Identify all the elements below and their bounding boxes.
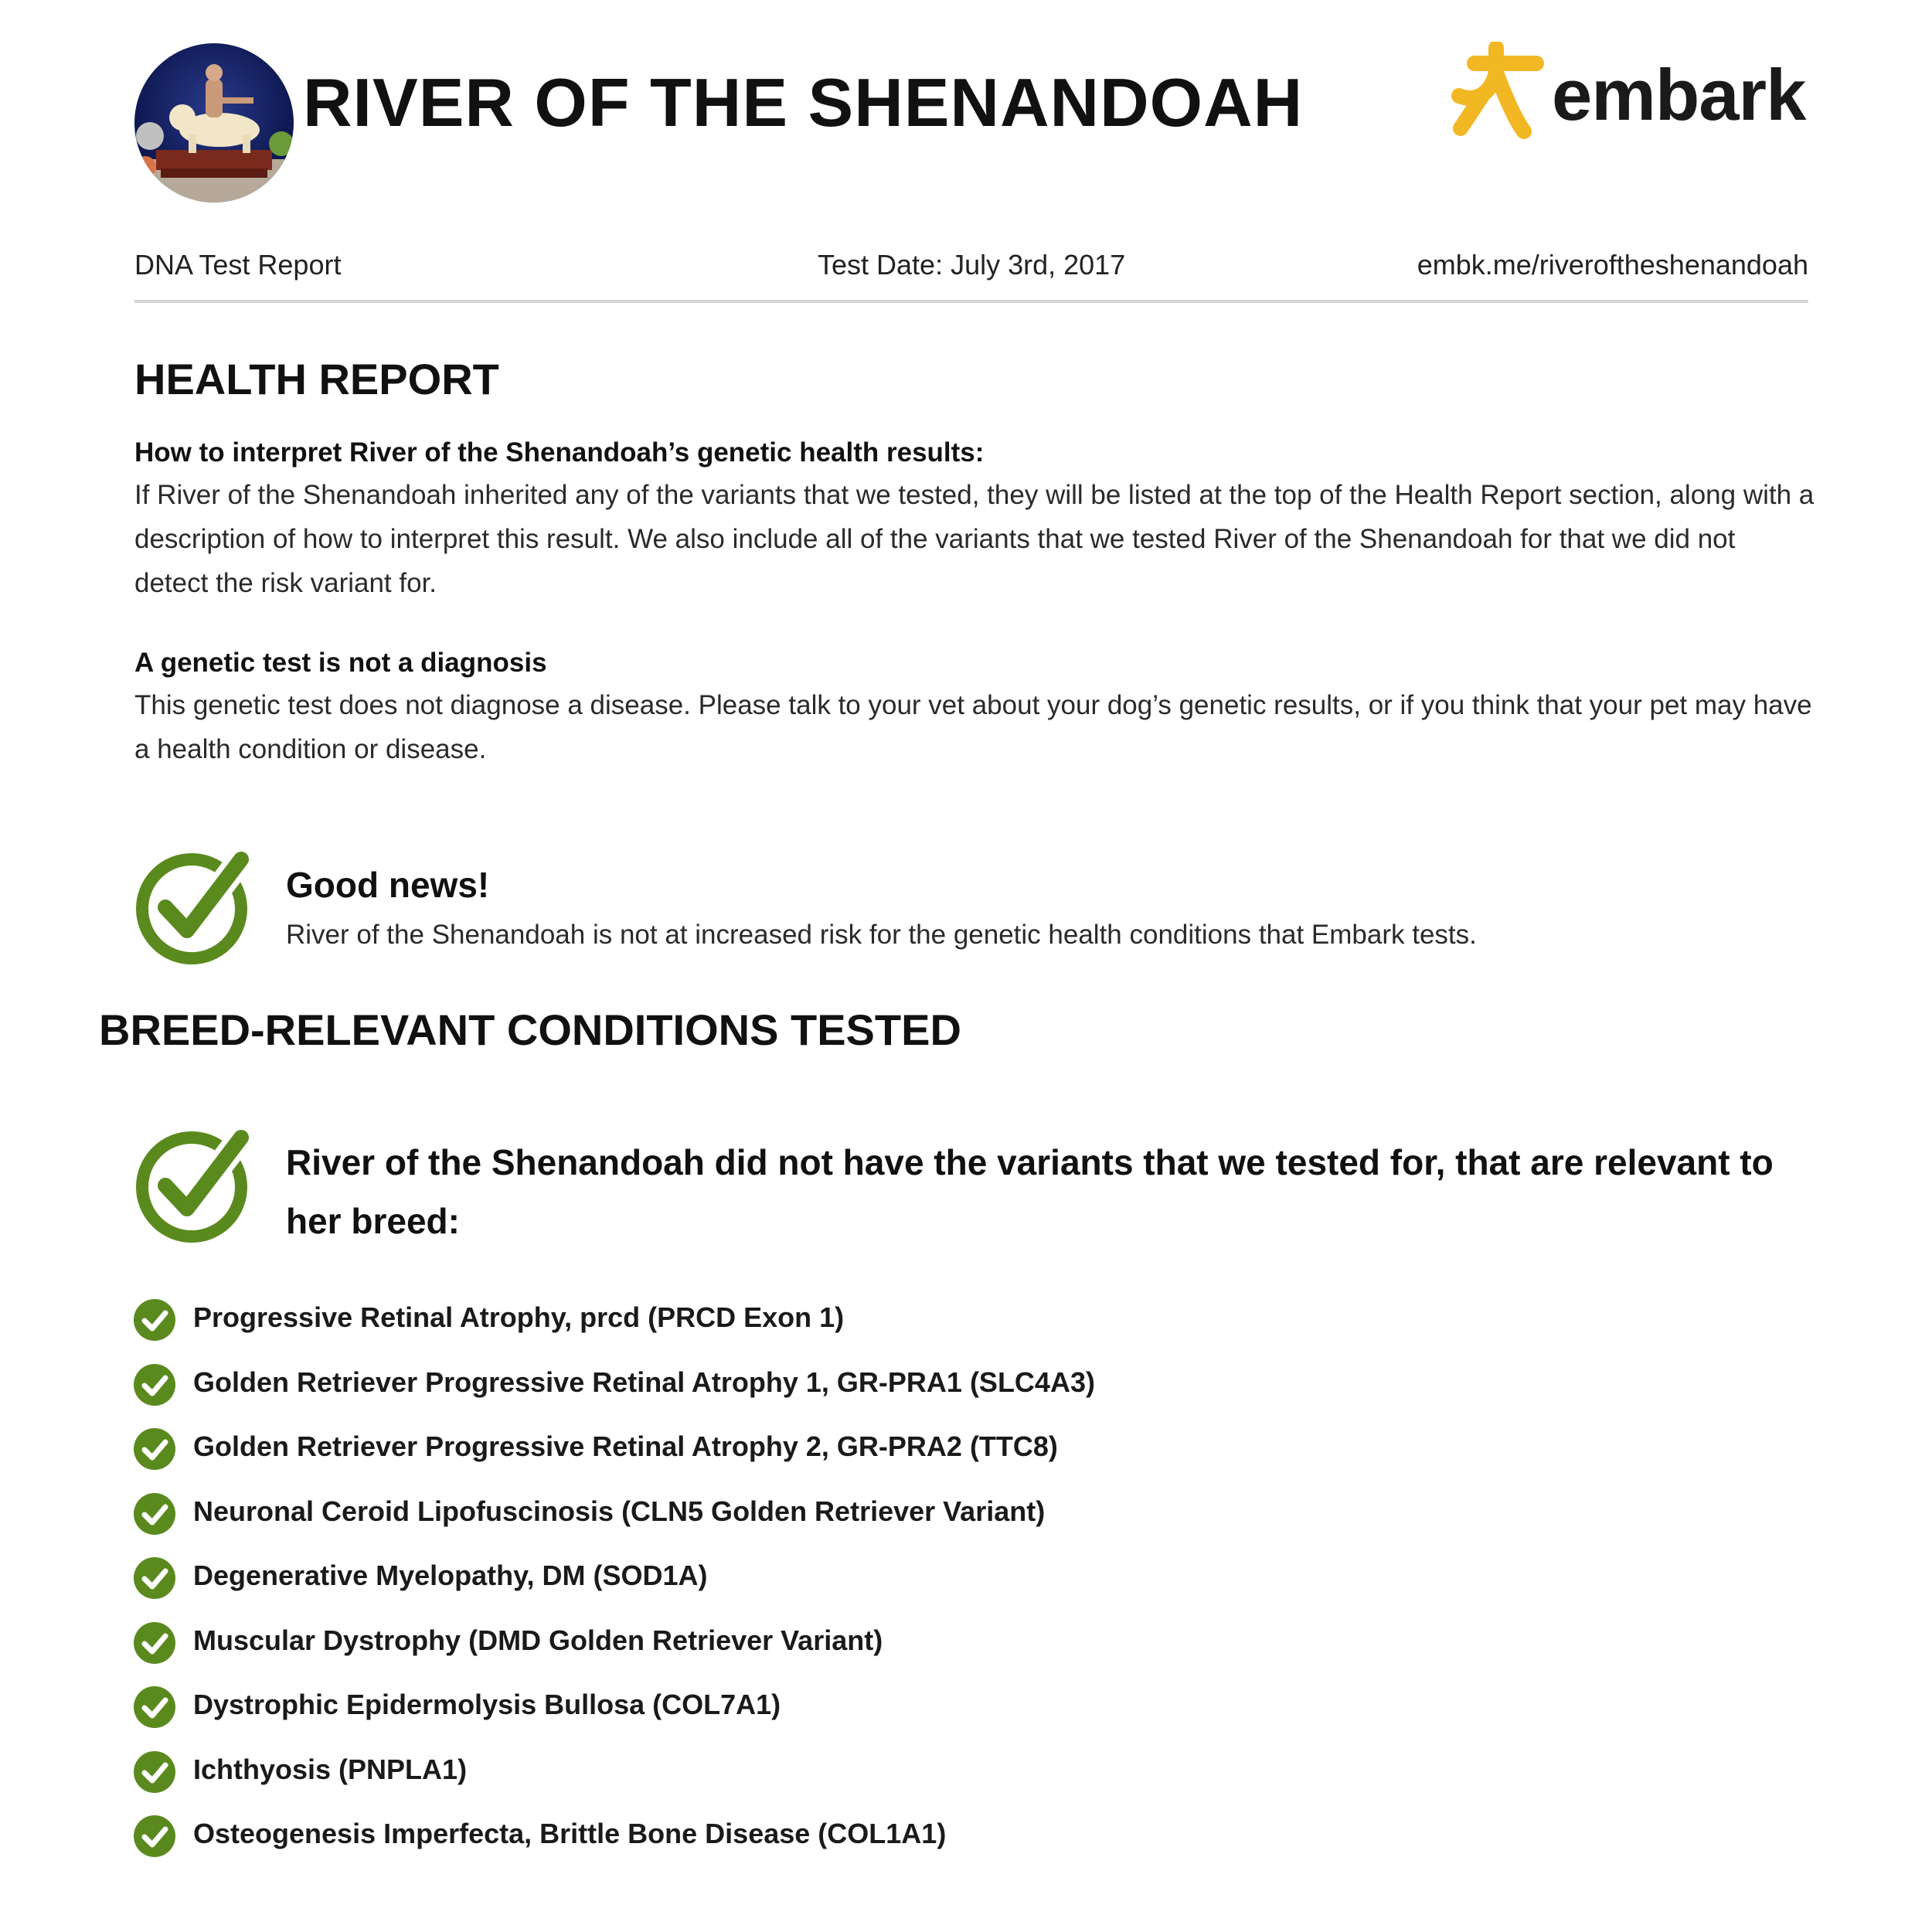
diagnosis-paragraph: This genetic test does not diagnose a disease. Please talk to your vet about your dog’s genetic results, or if you think that your pet may have a health condition or disease. xyxy=(134,690,1812,764)
good-news-text: River of the Shenandoah is not at increased risk for the genetic health conditions that Embark tests. xyxy=(286,920,1477,950)
breed-conditions-heading: BREED-RELEVANT CONDITIONS TESTED xyxy=(99,1005,961,1054)
dog-photo-avatar xyxy=(134,43,294,202)
dog-show-photo-icon xyxy=(134,43,294,202)
condition-label: Muscular Dystrophy (DMD Golden Retriever Variant) xyxy=(193,1624,883,1656)
good-news-callout xyxy=(134,849,1835,972)
condition-label: Golden Retriever Progressive Retinal Atrophy 2, GR-PRA2 (TTC8) xyxy=(193,1430,1058,1462)
condition-label: Neuronal Ceroid Lipofuscinosis (CLN5 Golden Retriever Variant) xyxy=(193,1495,1046,1527)
check-circle-icon xyxy=(134,849,252,966)
embark-logo[interactable] xyxy=(1444,42,1815,142)
diagnosis-subheading: A genetic test is not a diagnosis xyxy=(134,648,547,678)
condition-label: Degenerative Myelopathy, DM (SOD1A) xyxy=(193,1560,708,1591)
report-url-link[interactable]: embk.me/riveroftheshenandoah xyxy=(1417,249,1808,281)
report-header xyxy=(0,0,1932,232)
list-item xyxy=(133,1815,1756,1879)
check-badge-icon xyxy=(133,1685,176,1729)
check-badge-icon xyxy=(133,1750,176,1794)
list-item xyxy=(133,1492,1756,1557)
breed-summary-callout xyxy=(134,1127,1835,1250)
embark-dog-icon xyxy=(1444,42,1552,142)
condition-label: Dystrophic Epidermolysis Bullosa (COL7A1) xyxy=(193,1689,781,1720)
check-badge-icon xyxy=(133,1815,176,1858)
list-item xyxy=(133,1621,1756,1686)
check-badge-icon xyxy=(133,1621,176,1665)
check-badge-icon xyxy=(133,1427,176,1471)
list-item xyxy=(133,1685,1756,1750)
conditions-list xyxy=(133,1298,1756,1879)
breed-summary-text: River of the Shenandoah did not have the variants that we tested for, that are relevant to her breed: xyxy=(286,1142,1774,1241)
report-type-label: DNA Test Report xyxy=(134,249,342,281)
list-item xyxy=(133,1363,1756,1428)
check-circle-icon xyxy=(134,1127,252,1244)
embark-logo-text: embark xyxy=(1552,54,1806,135)
interpret-paragraph: If River of the Shenandoah inherited any of the variants that we tested, they will be listed at the top of the Health Report section, along with a description of how to interpret this result. We also include all of the variants that we tested River of the Shenandoah for that we did not detect the risk variant for. xyxy=(134,480,1815,598)
list-item xyxy=(133,1427,1756,1492)
check-badge-icon xyxy=(133,1363,176,1406)
condition-label: Osteogenesis Imperfecta, Brittle Bone Disease (COL1A1) xyxy=(193,1818,947,1849)
header-divider xyxy=(134,300,1808,303)
condition-label: Golden Retriever Progressive Retinal Atrophy 1, GR-PRA1 (SLC4A3) xyxy=(193,1366,1095,1398)
list-item xyxy=(133,1750,1756,1815)
list-item xyxy=(133,1298,1756,1363)
condition-label: Progressive Retinal Atrophy, prcd (PRCD Exon 1) xyxy=(193,1301,845,1333)
check-badge-icon xyxy=(133,1298,176,1342)
good-news-title: Good news! xyxy=(286,865,490,905)
check-badge-icon xyxy=(133,1556,176,1600)
health-report-heading: HEALTH REPORT xyxy=(134,355,499,403)
test-date-label: Test Date: July 3rd, 2017 xyxy=(818,249,1126,281)
interpret-subheading: How to interpret River of the Shenandoah’s genetic health results: xyxy=(134,437,985,468)
report-meta-row xyxy=(134,249,1808,287)
dog-name-title: RIVER OF THE SHENANDOAH xyxy=(303,64,1304,141)
check-badge-icon xyxy=(133,1492,176,1536)
list-item xyxy=(133,1556,1756,1621)
condition-label: Ichthyosis (PNPLA1) xyxy=(193,1753,468,1785)
